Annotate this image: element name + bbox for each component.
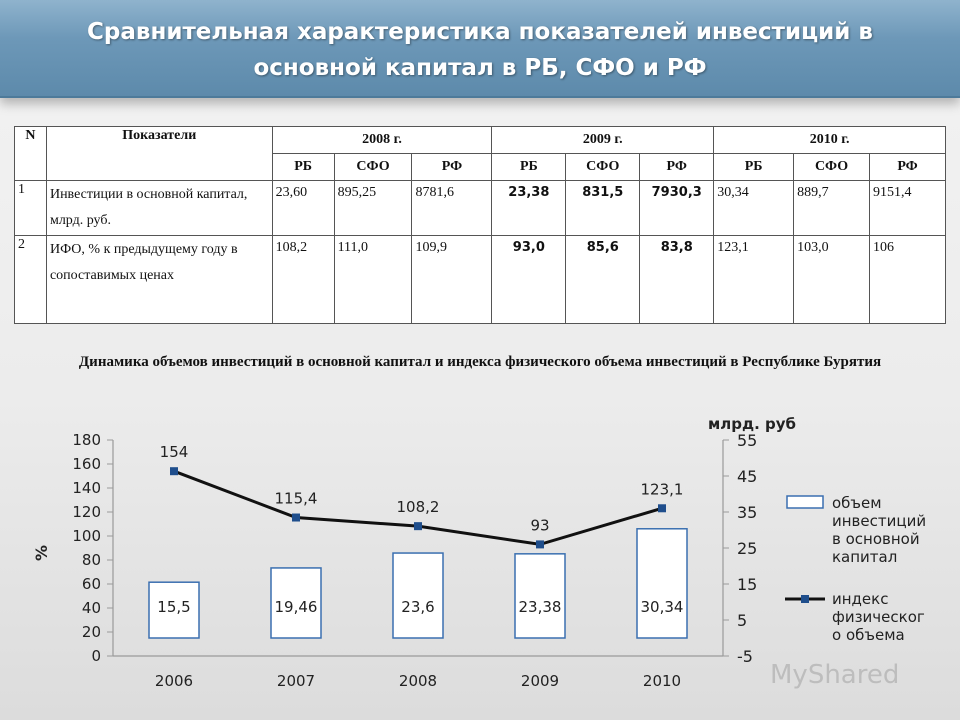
line-point <box>414 522 422 530</box>
bar-value-label: 30,34 <box>640 598 684 616</box>
y2-tick-label: -5 <box>737 647 753 666</box>
table-cell: 895,25 <box>334 181 412 236</box>
legend-line-label: физическог <box>832 608 925 626</box>
table-cell: 9151,4 <box>870 181 946 236</box>
table-cell: 7930,3 <box>640 181 714 236</box>
header-year-2008: 2008 г. <box>272 127 492 154</box>
line-value-label: 108,2 <box>396 498 440 517</box>
header-region: СФО <box>334 154 412 181</box>
header-n: N <box>15 127 47 181</box>
line-value-label: 115,4 <box>274 489 318 508</box>
y-tick-label: 140 <box>72 479 101 497</box>
y-tick-label: 20 <box>81 623 101 641</box>
table-cell: 106 <box>870 236 946 324</box>
bar <box>515 554 565 638</box>
y2-tick-label: 5 <box>737 611 748 630</box>
y2-axis-label: млрд. руб <box>707 415 797 433</box>
page-title: Сравнительная характеристика показателей инвестиций в основной капитал в РБ, СФО и РФ <box>87 19 873 81</box>
y-tick-label: 60 <box>81 575 101 593</box>
y2-tick-label: 15 <box>737 575 758 594</box>
table-cell: 103,0 <box>794 236 870 324</box>
y-tick-label: 80 <box>81 551 101 569</box>
y2-tick-label: 25 <box>737 539 758 558</box>
y-tick-label: 0 <box>91 647 101 665</box>
x-tick-label: 2010 <box>642 672 682 690</box>
line-point <box>170 467 178 475</box>
bar-value-label: 23,38 <box>518 598 562 616</box>
table-cell: 8781,6 <box>412 181 492 236</box>
bar-value-label: 23,6 <box>401 598 435 616</box>
header-region: РФ <box>870 154 946 181</box>
table-cell: 123,1 <box>714 236 794 324</box>
legend-bar-label: объем <box>832 494 882 512</box>
legend-line-label: о объема <box>832 626 905 644</box>
line-point <box>292 514 300 522</box>
x-tick-label: 2009 <box>520 672 560 690</box>
header-region: СФО <box>566 154 640 181</box>
x-tick-label: 2007 <box>276 672 316 690</box>
table-row <box>15 181 946 236</box>
y2-tick-label: 45 <box>737 467 758 486</box>
line-point <box>536 540 544 548</box>
legend-bar-label: в основной <box>832 530 920 548</box>
table-header-row-1 <box>15 127 946 154</box>
row-indicator: ИФО, % к предыдущему году в сопоставимых ценах <box>46 236 272 324</box>
y-tick-label: 120 <box>72 503 101 521</box>
row-number: 2 <box>15 236 47 324</box>
title-banner <box>0 0 960 98</box>
row-indicator: Инвестиции в основной капитал, млрд. руб. <box>46 181 272 236</box>
table-row <box>15 236 946 324</box>
line-value-label: 123,1 <box>640 480 684 499</box>
line-point <box>658 504 666 512</box>
y-tick-label: 40 <box>81 599 101 617</box>
legend-line-marker <box>801 595 809 603</box>
header-region: РФ <box>640 154 714 181</box>
line-value-label: 93 <box>530 516 550 535</box>
bar <box>393 553 443 638</box>
header-region: СФО <box>794 154 870 181</box>
table-cell: 23,60 <box>272 181 334 236</box>
table-cell: 93,0 <box>492 236 566 324</box>
bar-value-label: 19,46 <box>274 598 318 616</box>
header-region: РБ <box>714 154 794 181</box>
line-value-label: 154 <box>159 443 189 462</box>
chart-title: Динамика объемов инвестиций в основной капитал и индекса физического объема инвестиций в Республике Бурятия <box>78 354 882 370</box>
table-cell: 108,2 <box>272 236 334 324</box>
comparison-table <box>14 126 946 324</box>
legend-line-label: индекс <box>832 590 889 608</box>
legend-bar-label: инвестиций <box>832 512 927 530</box>
y-tick-label: 180 <box>72 431 101 449</box>
table-cell: 109,9 <box>412 236 492 324</box>
header-region: РБ <box>492 154 566 181</box>
table-cell: 111,0 <box>334 236 412 324</box>
x-tick-label: 2006 <box>154 672 194 690</box>
bar-value-label: 15,5 <box>157 598 191 616</box>
table-cell: 83,8 <box>640 236 714 324</box>
table-cell: 831,5 <box>566 181 640 236</box>
y-tick-label: 160 <box>72 455 101 473</box>
table-cell: 23,38 <box>492 181 566 236</box>
table-cell: 889,7 <box>794 181 870 236</box>
table-cell: 30,34 <box>714 181 794 236</box>
y2-tick-label: 55 <box>737 431 758 450</box>
y-tick-label: 100 <box>72 527 101 545</box>
legend-bar-label: капитал <box>832 548 898 566</box>
header-region: РФ <box>412 154 492 181</box>
header-year-2010: 2010 г. <box>714 127 946 154</box>
header-year-2009: 2009 г. <box>492 127 714 154</box>
y-axis-label: % <box>32 544 51 562</box>
row-number: 1 <box>15 181 47 236</box>
table-cell: 85,6 <box>566 236 640 324</box>
header-indicators: Показатели <box>46 127 272 181</box>
legend-bar-swatch <box>787 496 823 508</box>
header-region: РБ <box>272 154 334 181</box>
bar <box>637 529 687 638</box>
watermark-text: MyShared <box>770 660 900 690</box>
y2-tick-label: 35 <box>737 503 758 522</box>
x-tick-label: 2008 <box>398 672 438 690</box>
